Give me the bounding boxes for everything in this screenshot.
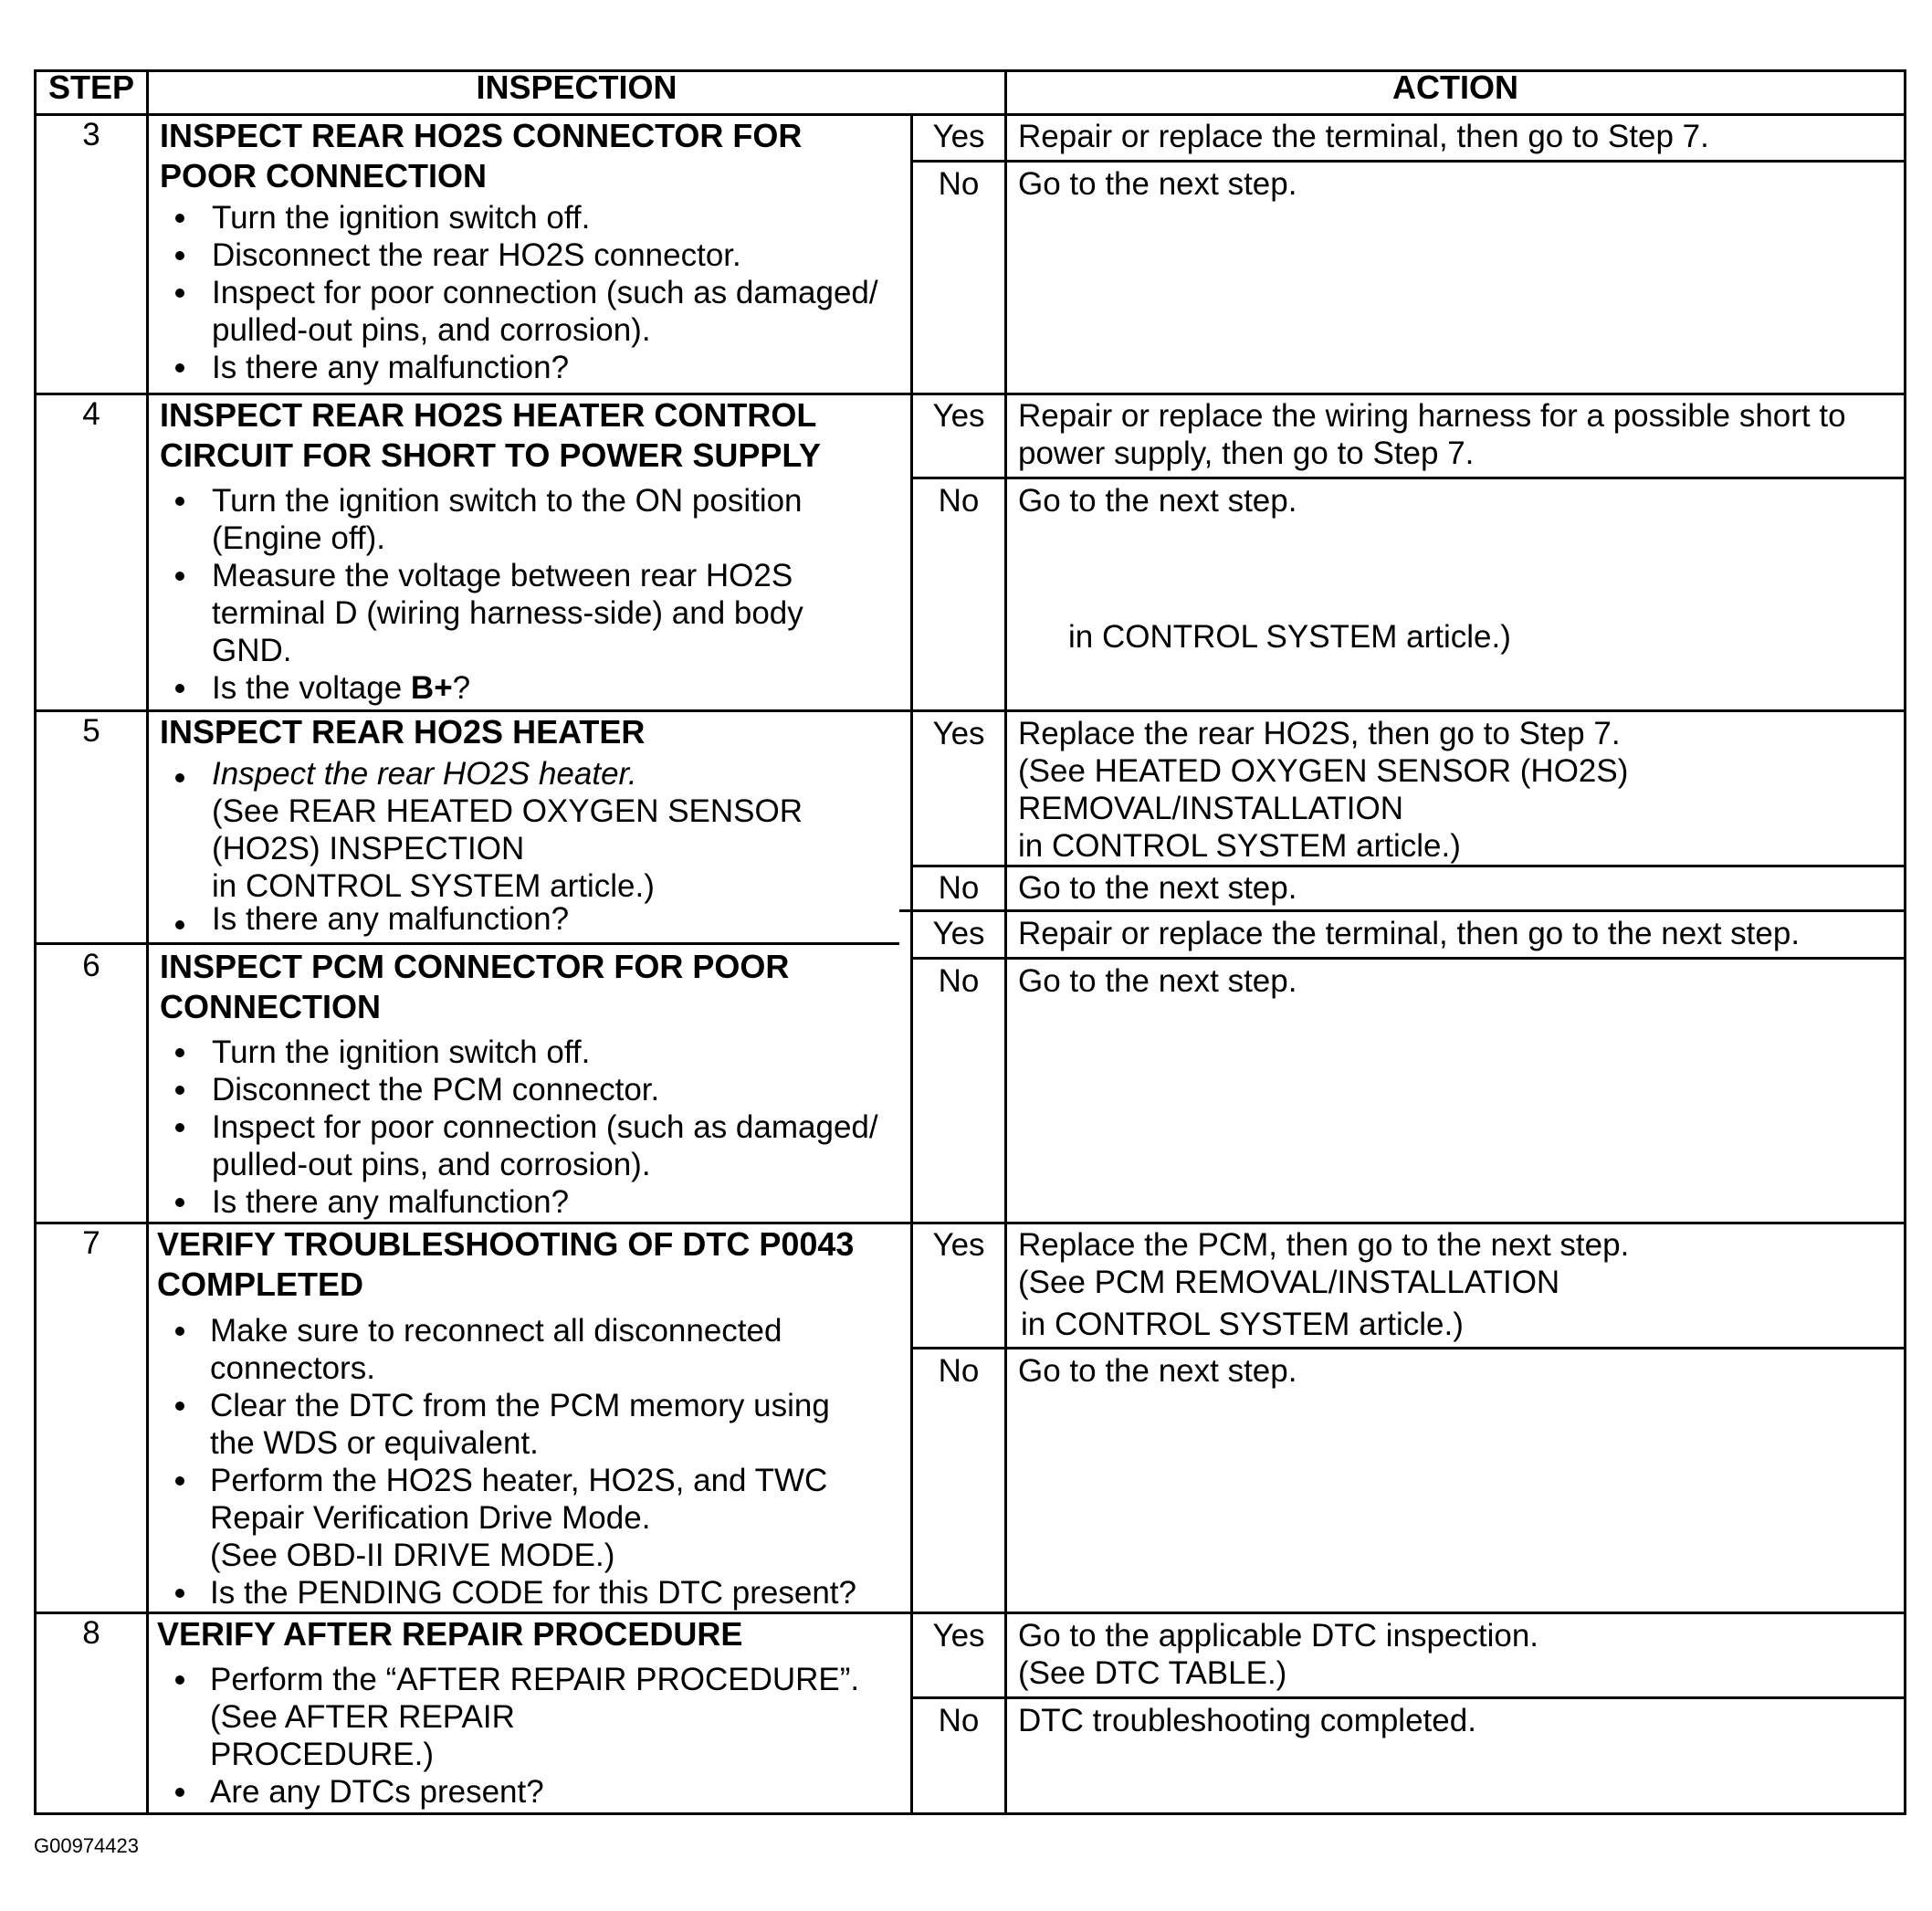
bullet bbox=[175, 572, 184, 581]
bullet bbox=[175, 1589, 184, 1598]
bullet-text: Is there any malfunction? bbox=[212, 901, 570, 937]
bullet-text: in CONTROL SYSTEM article.) bbox=[212, 868, 655, 904]
bullet-text: GND. bbox=[212, 633, 292, 668]
action-text: Go to the next step. bbox=[1018, 166, 1297, 202]
bullet bbox=[175, 773, 184, 782]
action-text: Go to the next step. bbox=[1018, 870, 1297, 906]
header-action: ACTION bbox=[1392, 68, 1518, 106]
yes-label: Yes bbox=[932, 916, 985, 951]
bullet-text: (Engine off). bbox=[212, 520, 386, 556]
bullet bbox=[175, 363, 184, 373]
bullet-text: the WDS or equivalent. bbox=[210, 1425, 539, 1461]
rule bbox=[910, 957, 1906, 960]
step-title: CONNECTION bbox=[160, 988, 381, 1025]
rule bbox=[1004, 69, 1007, 1815]
step-number: 4 bbox=[82, 396, 100, 432]
rule bbox=[910, 160, 1906, 163]
step-title: COMPLETED bbox=[157, 1265, 364, 1303]
no-label: No bbox=[938, 1703, 980, 1738]
step-title: INSPECT REAR HO2S HEATER CONTROL bbox=[160, 396, 817, 434]
bullet bbox=[175, 1048, 184, 1057]
action-text: Replace the PCM, then go to the next step. bbox=[1018, 1227, 1630, 1263]
bullet-text: Measure the voltage between rear HO2S bbox=[212, 558, 793, 593]
bullet-text: Are any DTCs present? bbox=[210, 1774, 544, 1810]
action-text: in CONTROL SYSTEM article.) bbox=[1018, 828, 1461, 864]
step-number: 7 bbox=[82, 1225, 100, 1261]
action-text: Go to the next step. bbox=[1018, 1353, 1297, 1389]
step-number: 3 bbox=[82, 117, 100, 152]
yes-label: Yes bbox=[932, 398, 985, 434]
bullet-text: Turn the ignition switch off. bbox=[212, 1034, 591, 1070]
bullet-text: Disconnect the rear HO2S connector. bbox=[212, 237, 741, 273]
bullet bbox=[175, 251, 184, 260]
bullet-text: Turn the ignition switch off. bbox=[212, 200, 591, 236]
bullet bbox=[175, 1198, 184, 1207]
bullet-text: Inspect for poor connection (such as damaged/ bbox=[212, 1109, 878, 1145]
action-text: Replace the rear HO2S, then go to Step 7. bbox=[1018, 716, 1621, 751]
no-label: No bbox=[938, 870, 980, 906]
bullet bbox=[175, 1086, 184, 1095]
rule bbox=[34, 942, 899, 945]
bullet-text: Inspect the rear HO2S heater. bbox=[212, 756, 637, 792]
step-title: POOR CONNECTION bbox=[160, 157, 488, 194]
bullet-text: Is the voltage B+? bbox=[212, 670, 471, 706]
no-label: No bbox=[938, 483, 980, 519]
no-label: No bbox=[938, 963, 980, 999]
bullet-text: Perform the HO2S heater, HO2S, and TWC bbox=[210, 1463, 828, 1498]
step-number: 8 bbox=[82, 1615, 100, 1651]
action-text: Go to the next step. bbox=[1018, 483, 1297, 519]
action-text: Repair or replace the wiring harness for a possible short to bbox=[1018, 398, 1846, 434]
bullet-text: Turn the ignition switch to the ON position bbox=[212, 483, 803, 519]
bullet-text: pulled-out pins, and corrosion). bbox=[212, 312, 651, 348]
bullet-text: Is the PENDING CODE for this DTC present? bbox=[210, 1575, 856, 1611]
bullet-text: (See OBD-II DRIVE MODE.) bbox=[210, 1538, 615, 1573]
action-text: power supply, then go to Step 7. bbox=[1018, 436, 1475, 471]
step-title: CIRCUIT FOR SHORT TO POWER SUPPLY bbox=[160, 436, 822, 474]
rule bbox=[1904, 69, 1906, 1815]
action-text: Go to the applicable DTC inspection. bbox=[1018, 1618, 1539, 1654]
rule bbox=[899, 909, 1906, 912]
bullet-text: Is there any malfunction? bbox=[212, 350, 570, 385]
no-label: No bbox=[938, 1353, 980, 1389]
bullet bbox=[175, 497, 184, 506]
rule bbox=[910, 1347, 1906, 1349]
step-title: INSPECT REAR HO2S HEATER bbox=[160, 713, 646, 751]
rule bbox=[910, 1696, 1906, 1699]
bullet bbox=[175, 1476, 184, 1486]
bullet bbox=[175, 1675, 184, 1685]
action-text: in CONTROL SYSTEM article.) bbox=[1021, 1307, 1464, 1342]
bullet-text: Clear the DTC from the PCM memory using bbox=[210, 1388, 830, 1423]
rule bbox=[910, 865, 1906, 867]
action-text: Go to the next step. bbox=[1018, 963, 1297, 999]
bullet-text: (See REAR HEATED OXYGEN SENSOR bbox=[212, 793, 803, 829]
bullet-text: (HO2S) INSPECTION bbox=[212, 831, 525, 866]
bullet-text: Inspect for poor connection (such as damaged/ bbox=[212, 275, 878, 310]
bullet-text: PROCEDURE.) bbox=[210, 1737, 435, 1772]
bullet bbox=[175, 1123, 184, 1132]
action-text: (See PCM REMOVAL/INSTALLATION bbox=[1018, 1265, 1560, 1300]
action-text: (See HEATED OXYGEN SENSOR (HO2S) bbox=[1018, 753, 1629, 789]
bullet bbox=[175, 1788, 184, 1797]
header-inspection: INSPECTION bbox=[476, 68, 677, 106]
yes-label: Yes bbox=[932, 716, 985, 751]
action-text: REMOVAL/INSTALLATION bbox=[1018, 791, 1404, 826]
rule bbox=[34, 1812, 1906, 1815]
bullet-text: (See AFTER REPAIR bbox=[210, 1699, 515, 1735]
no-label: No bbox=[938, 166, 980, 202]
action-text: Repair or replace the terminal, then go to the next step. bbox=[1018, 916, 1801, 951]
step-title: VERIFY TROUBLESHOOTING OF DTC P0043 bbox=[157, 1225, 855, 1263]
bullet bbox=[175, 920, 184, 929]
step-number: 6 bbox=[82, 948, 100, 983]
yes-label: Yes bbox=[932, 1618, 985, 1654]
bullet bbox=[175, 1402, 184, 1411]
action-text: (See DTC TABLE.) bbox=[1018, 1655, 1287, 1691]
bullet-text: Disconnect the PCM connector. bbox=[212, 1072, 660, 1108]
bullet bbox=[175, 1327, 184, 1336]
bullet-text: Perform the “AFTER REPAIR PROCEDURE”. bbox=[210, 1662, 860, 1697]
bullet-text: Is there any malfunction? bbox=[212, 1184, 570, 1220]
step-title: INSPECT PCM CONNECTOR FOR POOR bbox=[160, 948, 790, 985]
bullet-text: Repair Verification Drive Mode. bbox=[210, 1500, 651, 1536]
bullet-text: terminal D (wiring harness-side) and body bbox=[212, 595, 803, 631]
yes-label: Yes bbox=[932, 1227, 985, 1263]
rule bbox=[910, 477, 1906, 479]
bullet-text: pulled-out pins, and corrosion). bbox=[212, 1147, 651, 1182]
figure-code: G00974423 bbox=[34, 1834, 139, 1857]
bullet bbox=[175, 684, 184, 693]
action-text: in CONTROL SYSTEM article.) bbox=[1068, 619, 1511, 655]
bullet-text: Make sure to reconnect all disconnected bbox=[210, 1313, 782, 1349]
yes-label: Yes bbox=[932, 119, 985, 154]
step-title: VERIFY AFTER REPAIR PROCEDURE bbox=[157, 1615, 743, 1653]
bullet bbox=[175, 214, 184, 223]
action-text: DTC troubleshooting completed. bbox=[1018, 1703, 1476, 1738]
bullet bbox=[175, 289, 184, 298]
header-step: STEP bbox=[47, 68, 135, 106]
bullet-text: connectors. bbox=[210, 1350, 375, 1386]
step-number: 5 bbox=[82, 713, 100, 749]
step-title: INSPECT REAR HO2S CONNECTOR FOR bbox=[160, 117, 803, 154]
action-text: Repair or replace the terminal, then go to Step 7. bbox=[1018, 119, 1709, 154]
